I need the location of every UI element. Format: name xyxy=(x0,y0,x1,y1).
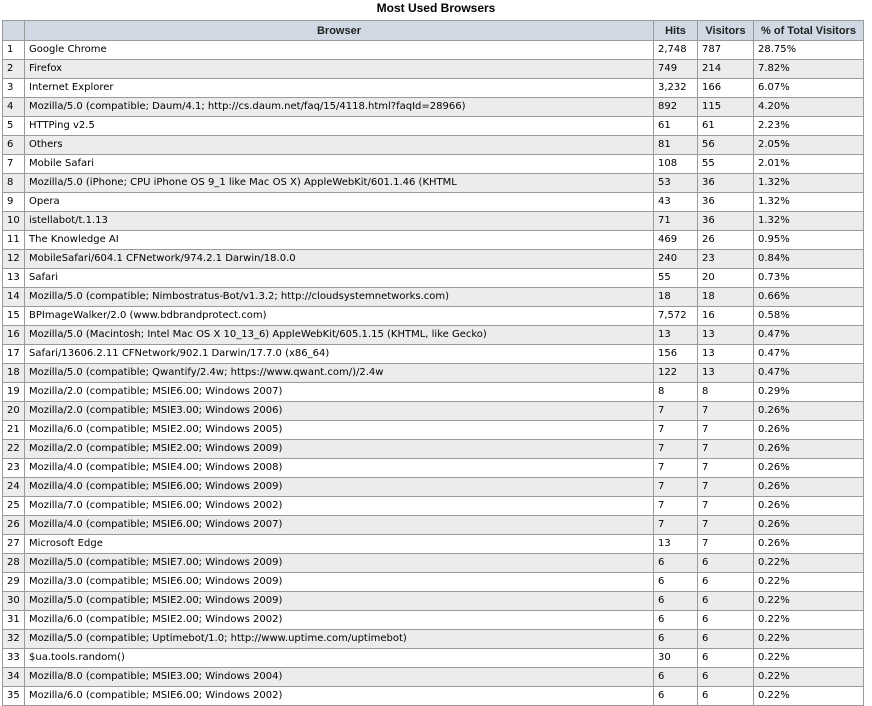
cell-rank: 6 xyxy=(3,136,25,155)
cell-hits: 6 xyxy=(654,687,698,706)
cell-hits: 6 xyxy=(654,592,698,611)
cell-browser: Mozilla/5.0 (compatible; Qwantify/2.4w; https://www.qwant.com/)/2.4w xyxy=(25,364,654,383)
cell-browser: MobileSafari/604.1 CFNetwork/974.2.1 Darwin/18.0.0 xyxy=(25,250,654,269)
cell-hits: 61 xyxy=(654,117,698,136)
cell-rank: 22 xyxy=(3,440,25,459)
cell-percent: 0.22% xyxy=(754,592,864,611)
cell-browser: Safari/13606.2.11 CFNetwork/902.1 Darwin/17.7.0 (x86_64) xyxy=(25,345,654,364)
cell-browser: Mozilla/8.0 (compatible; MSIE3.00; Windows 2004) xyxy=(25,668,654,687)
cell-hits: 469 xyxy=(654,231,698,250)
cell-rank: 1 xyxy=(3,41,25,60)
cell-rank: 18 xyxy=(3,364,25,383)
cell-browser: Mozilla/5.0 (compatible; MSIE7.00; Windows 2009) xyxy=(25,554,654,573)
table-row xyxy=(3,326,864,345)
cell-hits: 156 xyxy=(654,345,698,364)
table-row xyxy=(3,136,864,155)
cell-rank: 31 xyxy=(3,611,25,630)
cell-hits: 8 xyxy=(654,383,698,402)
cell-rank: 28 xyxy=(3,554,25,573)
cell-visitors: 13 xyxy=(698,364,754,383)
cell-hits: 240 xyxy=(654,250,698,269)
cell-hits: 2,748 xyxy=(654,41,698,60)
cell-percent: 0.26% xyxy=(754,516,864,535)
cell-hits: 18 xyxy=(654,288,698,307)
cell-percent: 0.73% xyxy=(754,269,864,288)
cell-browser: Mozilla/4.0 (compatible; MSIE6.00; Windows 2007) xyxy=(25,516,654,535)
cell-browser: Opera xyxy=(25,193,654,212)
cell-browser: Mozilla/7.0 (compatible; MSIE6.00; Windows 2002) xyxy=(25,497,654,516)
cell-percent: 7.82% xyxy=(754,60,864,79)
column-header-percent[interactable]: % of Total Visitors xyxy=(754,21,864,41)
cell-percent: 0.22% xyxy=(754,668,864,687)
cell-hits: 749 xyxy=(654,60,698,79)
cell-hits: 7,572 xyxy=(654,307,698,326)
cell-hits: 55 xyxy=(654,269,698,288)
cell-visitors: 36 xyxy=(698,193,754,212)
cell-visitors: 20 xyxy=(698,269,754,288)
cell-percent: 0.22% xyxy=(754,554,864,573)
cell-rank: 33 xyxy=(3,649,25,668)
cell-visitors: 56 xyxy=(698,136,754,155)
cell-hits: 81 xyxy=(654,136,698,155)
cell-visitors: 8 xyxy=(698,383,754,402)
cell-rank: 3 xyxy=(3,79,25,98)
cell-visitors: 6 xyxy=(698,573,754,592)
cell-visitors: 36 xyxy=(698,212,754,231)
cell-rank: 34 xyxy=(3,668,25,687)
cell-browser: Mozilla/6.0 (compatible; MSIE2.00; Windows 2002) xyxy=(25,611,654,630)
cell-rank: 21 xyxy=(3,421,25,440)
cell-visitors: 7 xyxy=(698,478,754,497)
cell-percent: 0.26% xyxy=(754,497,864,516)
cell-percent: 0.47% xyxy=(754,326,864,345)
cell-visitors: 26 xyxy=(698,231,754,250)
cell-rank: 26 xyxy=(3,516,25,535)
cell-percent: 0.22% xyxy=(754,630,864,649)
cell-browser: Mozilla/6.0 (compatible; MSIE6.00; Windows 2002) xyxy=(25,687,654,706)
cell-browser: Mozilla/2.0 (compatible; MSIE2.00; Windows 2009) xyxy=(25,440,654,459)
cell-visitors: 13 xyxy=(698,326,754,345)
cell-visitors: 16 xyxy=(698,307,754,326)
cell-rank: 25 xyxy=(3,497,25,516)
cell-browser: Safari xyxy=(25,269,654,288)
table-row xyxy=(3,117,864,136)
cell-visitors: 7 xyxy=(698,516,754,535)
cell-rank: 32 xyxy=(3,630,25,649)
cell-browser: The Knowledge AI xyxy=(25,231,654,250)
browsers-table xyxy=(2,20,864,706)
table-row xyxy=(3,421,864,440)
cell-hits: 6 xyxy=(654,573,698,592)
table-row xyxy=(3,497,864,516)
cell-hits: 30 xyxy=(654,649,698,668)
cell-hits: 7 xyxy=(654,421,698,440)
cell-browser: Mobile Safari xyxy=(25,155,654,174)
cell-percent: 0.84% xyxy=(754,250,864,269)
table-row xyxy=(3,307,864,326)
cell-hits: 892 xyxy=(654,98,698,117)
cell-percent: 0.47% xyxy=(754,345,864,364)
cell-percent: 0.26% xyxy=(754,535,864,554)
table-row xyxy=(3,383,864,402)
cell-rank: 14 xyxy=(3,288,25,307)
cell-browser: BPImageWalker/2.0 (www.bdbrandprotect.com) xyxy=(25,307,654,326)
cell-visitors: 7 xyxy=(698,459,754,478)
table-row xyxy=(3,288,864,307)
cell-rank: 23 xyxy=(3,459,25,478)
cell-rank: 35 xyxy=(3,687,25,706)
cell-visitors: 13 xyxy=(698,345,754,364)
table-row xyxy=(3,174,864,193)
cell-hits: 43 xyxy=(654,193,698,212)
cell-percent: 0.58% xyxy=(754,307,864,326)
cell-percent: 0.22% xyxy=(754,687,864,706)
cell-visitors: 18 xyxy=(698,288,754,307)
cell-visitors: 7 xyxy=(698,402,754,421)
table-row xyxy=(3,364,864,383)
cell-percent: 6.07% xyxy=(754,79,864,98)
cell-hits: 13 xyxy=(654,326,698,345)
cell-percent: 0.26% xyxy=(754,478,864,497)
cell-hits: 108 xyxy=(654,155,698,174)
table-row xyxy=(3,535,864,554)
cell-rank: 11 xyxy=(3,231,25,250)
cell-percent: 0.22% xyxy=(754,649,864,668)
cell-browser: Mozilla/4.0 (compatible; MSIE6.00; Windows 2009) xyxy=(25,478,654,497)
cell-rank: 13 xyxy=(3,269,25,288)
cell-percent: 0.29% xyxy=(754,383,864,402)
cell-rank: 17 xyxy=(3,345,25,364)
cell-visitors: 36 xyxy=(698,174,754,193)
cell-hits: 6 xyxy=(654,611,698,630)
cell-hits: 71 xyxy=(654,212,698,231)
cell-visitors: 214 xyxy=(698,60,754,79)
cell-browser: istellabot/t.1.13 xyxy=(25,212,654,231)
cell-rank: 27 xyxy=(3,535,25,554)
cell-visitors: 6 xyxy=(698,649,754,668)
cell-percent: 0.26% xyxy=(754,421,864,440)
table-row xyxy=(3,630,864,649)
cell-hits: 7 xyxy=(654,440,698,459)
page-title: Most Used Browsers xyxy=(376,1,496,15)
cell-hits: 3,232 xyxy=(654,79,698,98)
table-row xyxy=(3,155,864,174)
cell-visitors: 23 xyxy=(698,250,754,269)
table-header-row xyxy=(3,21,864,41)
cell-hits: 6 xyxy=(654,554,698,573)
cell-rank: 10 xyxy=(3,212,25,231)
table-row xyxy=(3,592,864,611)
cell-hits: 7 xyxy=(654,497,698,516)
cell-visitors: 6 xyxy=(698,554,754,573)
cell-rank: 5 xyxy=(3,117,25,136)
table-row xyxy=(3,212,864,231)
cell-visitors: 61 xyxy=(698,117,754,136)
table-row xyxy=(3,516,864,535)
cell-visitors: 787 xyxy=(698,41,754,60)
cell-percent: 0.26% xyxy=(754,440,864,459)
cell-browser: Google Chrome xyxy=(25,41,654,60)
column-header-hits[interactable]: Hits xyxy=(654,21,698,41)
column-header-rank xyxy=(3,21,25,41)
cell-rank: 7 xyxy=(3,155,25,174)
cell-visitors: 6 xyxy=(698,630,754,649)
cell-hits: 122 xyxy=(654,364,698,383)
cell-browser: Mozilla/5.0 (compatible; Uptimebot/1.0; http://www.uptime.com/uptimebot) xyxy=(25,630,654,649)
table-row xyxy=(3,41,864,60)
table-body xyxy=(3,41,864,706)
column-header-browser[interactable]: Browser xyxy=(25,21,654,41)
cell-visitors: 7 xyxy=(698,440,754,459)
cell-visitors: 6 xyxy=(698,687,754,706)
cell-visitors: 7 xyxy=(698,497,754,516)
cell-browser: Mozilla/5.0 (compatible; MSIE2.00; Windows 2009) xyxy=(25,592,654,611)
cell-visitors: 166 xyxy=(698,79,754,98)
cell-browser: Mozilla/3.0 (compatible; MSIE6.00; Windows 2009) xyxy=(25,573,654,592)
cell-percent: 0.22% xyxy=(754,573,864,592)
table-row xyxy=(3,459,864,478)
cell-rank: 29 xyxy=(3,573,25,592)
table-row xyxy=(3,79,864,98)
cell-visitors: 6 xyxy=(698,668,754,687)
cell-rank: 20 xyxy=(3,402,25,421)
cell-hits: 6 xyxy=(654,630,698,649)
table-row xyxy=(3,554,864,573)
cell-rank: 4 xyxy=(3,98,25,117)
cell-percent: 2.01% xyxy=(754,155,864,174)
cell-percent: 0.22% xyxy=(754,611,864,630)
table-row xyxy=(3,611,864,630)
cell-hits: 7 xyxy=(654,516,698,535)
cell-rank: 16 xyxy=(3,326,25,345)
cell-visitors: 7 xyxy=(698,535,754,554)
cell-percent: 0.95% xyxy=(754,231,864,250)
column-header-visitors[interactable]: Visitors xyxy=(698,21,754,41)
cell-browser: Internet Explorer xyxy=(25,79,654,98)
cell-rank: 9 xyxy=(3,193,25,212)
cell-browser: HTTPing v2.5 xyxy=(25,117,654,136)
cell-percent: 1.32% xyxy=(754,212,864,231)
table-row xyxy=(3,573,864,592)
cell-percent: 4.20% xyxy=(754,98,864,117)
cell-hits: 53 xyxy=(654,174,698,193)
cell-rank: 30 xyxy=(3,592,25,611)
cell-hits: 7 xyxy=(654,402,698,421)
cell-rank: 8 xyxy=(3,174,25,193)
cell-percent: 28.75% xyxy=(754,41,864,60)
cell-percent: 0.47% xyxy=(754,364,864,383)
cell-browser: $ua.tools.random() xyxy=(25,649,654,668)
table-row xyxy=(3,193,864,212)
cell-percent: 1.32% xyxy=(754,193,864,212)
cell-visitors: 55 xyxy=(698,155,754,174)
cell-browser: Mozilla/2.0 (compatible; MSIE3.00; Windows 2006) xyxy=(25,402,654,421)
cell-browser: Mozilla/2.0 (compatible; MSIE6.00; Windows 2007) xyxy=(25,383,654,402)
cell-browser: Mozilla/5.0 (iPhone; CPU iPhone OS 9_1 like Mac OS X) AppleWebKit/601.1.46 (KHTML xyxy=(25,174,654,193)
table-row xyxy=(3,231,864,250)
cell-browser: Mozilla/4.0 (compatible; MSIE4.00; Windows 2008) xyxy=(25,459,654,478)
cell-hits: 7 xyxy=(654,459,698,478)
table-row xyxy=(3,668,864,687)
cell-percent: 0.66% xyxy=(754,288,864,307)
cell-rank: 24 xyxy=(3,478,25,497)
cell-percent: 0.26% xyxy=(754,459,864,478)
table-row xyxy=(3,60,864,79)
cell-visitors: 115 xyxy=(698,98,754,117)
cell-browser: Microsoft Edge xyxy=(25,535,654,554)
table-row xyxy=(3,478,864,497)
cell-browser: Firefox xyxy=(25,60,654,79)
cell-browser: Mozilla/5.0 (compatible; Nimbostratus-Bot/v1.3.2; http://cloudsystemnetworks.com) xyxy=(25,288,654,307)
table-row xyxy=(3,345,864,364)
cell-rank: 19 xyxy=(3,383,25,402)
cell-browser: Mozilla/5.0 (compatible; Daum/4.1; http://cs.daum.net/faq/15/4118.html?faqId=28966) xyxy=(25,98,654,117)
table-row xyxy=(3,250,864,269)
cell-rank: 2 xyxy=(3,60,25,79)
table-row xyxy=(3,402,864,421)
cell-hits: 7 xyxy=(654,478,698,497)
cell-browser: Mozilla/5.0 (Macintosh; Intel Mac OS X 10_13_6) AppleWebKit/605.1.15 (KHTML, like Gecko) xyxy=(25,326,654,345)
cell-hits: 6 xyxy=(654,668,698,687)
table-row xyxy=(3,269,864,288)
cell-rank: 12 xyxy=(3,250,25,269)
cell-visitors: 6 xyxy=(698,611,754,630)
table-row xyxy=(3,687,864,706)
cell-browser: Others xyxy=(25,136,654,155)
cell-visitors: 7 xyxy=(698,421,754,440)
cell-rank: 15 xyxy=(3,307,25,326)
cell-percent: 2.05% xyxy=(754,136,864,155)
cell-percent: 2.23% xyxy=(754,117,864,136)
cell-visitors: 6 xyxy=(698,592,754,611)
table-row xyxy=(3,649,864,668)
table-row xyxy=(3,440,864,459)
cell-browser: Mozilla/6.0 (compatible; MSIE2.00; Windows 2005) xyxy=(25,421,654,440)
cell-percent: 1.32% xyxy=(754,174,864,193)
cell-percent: 0.26% xyxy=(754,402,864,421)
cell-hits: 13 xyxy=(654,535,698,554)
table-row xyxy=(3,98,864,117)
